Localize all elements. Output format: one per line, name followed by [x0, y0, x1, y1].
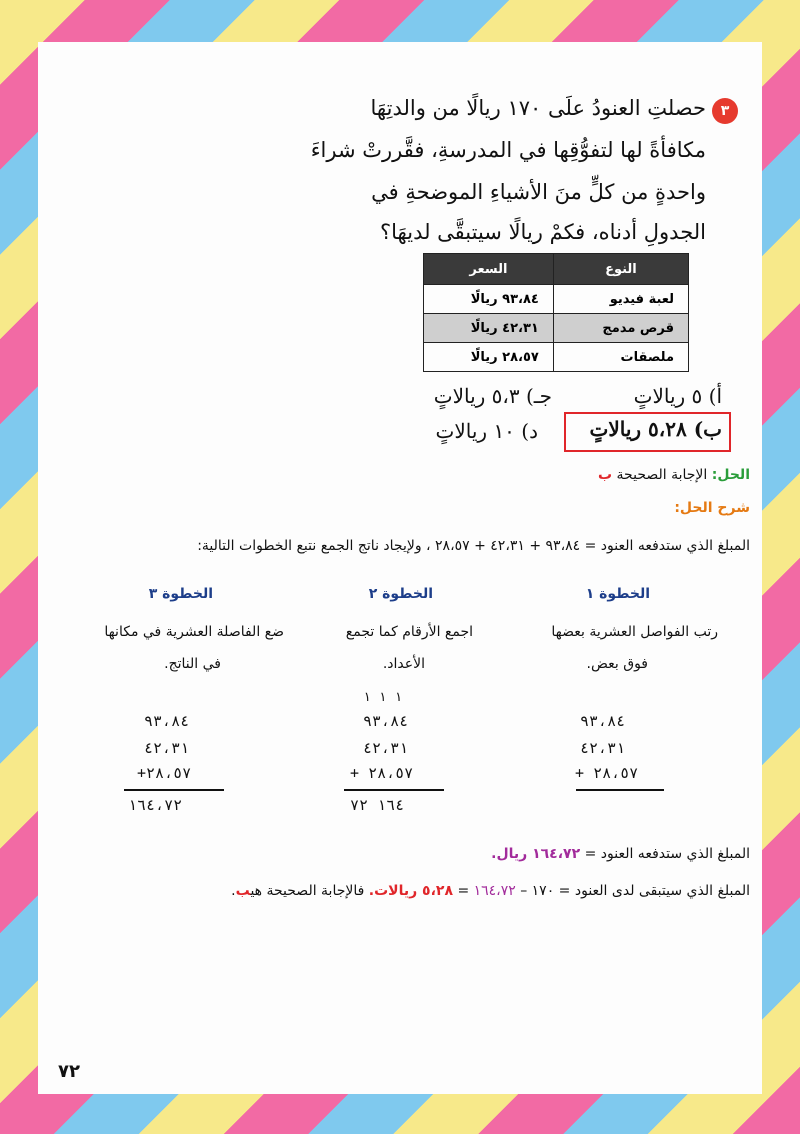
step-2-title: الخطوة ٢ — [368, 586, 433, 602]
solution-explain-label: شرح الحل: — [674, 500, 750, 516]
step-2-result: ١٦٤ ٧٢ — [350, 796, 405, 814]
step-3-sum-line — [124, 789, 224, 791]
step-1-number-1: ٩٣،٨٤ — [580, 712, 626, 730]
option-d[interactable]: د) ١٠ ريالاتٍ — [435, 419, 538, 443]
table-cell-item: قرص مدمج — [553, 314, 688, 343]
remaining-answer-letter: ب — [235, 883, 251, 899]
table-cell-price: ٢٨،٥٧ ريالًا — [424, 343, 554, 372]
step-2-carry-digits: ١ ١ ١ — [363, 690, 403, 705]
table-header-type: النوع — [553, 254, 688, 285]
step-2-line-2: الأعداد. — [382, 656, 425, 672]
remaining-value: ٥،٢٨ ريالات. — [368, 883, 453, 899]
step-2-number-1: ٩٣،٨٤ — [363, 712, 409, 730]
question-number-badge: ٣ — [712, 98, 738, 124]
table-row — [424, 285, 689, 314]
table-cell-item: ملصقات — [553, 343, 688, 372]
step-2-sum-line — [344, 789, 444, 791]
remaining-suffix: فالإجابة الصحيحة هي — [250, 883, 365, 899]
page-number: ٧٢ — [58, 1061, 80, 1082]
question-line-3: واحدةٍ من كلٍّ منَ الأشياءِ الموضحةِ في — [371, 180, 706, 204]
solution-answer-line — [598, 467, 750, 483]
option-b[interactable]: ب) ٥،٢٨ ريالاتٍ — [589, 417, 722, 441]
step-3-number-1: ٩٣،٨٤ — [144, 712, 190, 730]
remaining-prefix: المبلغ الذي سيتبقى لدى العنود = ١٧٠ – — [520, 883, 750, 899]
remaining-subtrahend: ١٦٤،٧٢ — [473, 883, 516, 899]
step-3-number-3: +٢٨،٥٧ — [137, 764, 192, 782]
solution-answer-text: الإجابة الصحيحة — [616, 467, 708, 483]
step-1-line-1: رتب الفواصل العشرية بعضها — [551, 624, 718, 640]
total-paid-prefix: المبلغ الذي ستدفعه العنود = — [584, 846, 750, 862]
table-cell-item: لعبة فيديو — [553, 285, 688, 314]
option-c[interactable]: جـ) ٥،٣ ريالاتٍ — [433, 384, 552, 408]
question-line-4: الجدولِ أدناه، فكمْ ريالًا سيتبقَّى لديهَا؟ — [380, 220, 706, 244]
step-2-number-3: + ٢٨،٥٧ — [350, 764, 414, 782]
table-header-price: السعر — [424, 254, 554, 285]
solution-intro: المبلغ الذي ستدفعه العنود = ٩٣،٨٤ + ٤٢،٣١ + ٢٨،٥٧ ، ولإيجاد ناتج الجمع نتبع الخطوات التالية: — [197, 538, 750, 554]
solution-label: الحل: — [711, 467, 750, 483]
step-3-line-1: ضع الفاصلة العشرية في مكانها — [104, 624, 284, 640]
step-3-result: ١٦٤،٧٢ — [128, 796, 183, 814]
step-3-number-2: ٤٢،٣١ — [144, 739, 190, 757]
step-1-number-3: + ٢٨،٥٧ — [575, 764, 639, 782]
table-row — [424, 343, 689, 372]
remaining-line — [231, 883, 750, 899]
step-1-number-2: ٤٢،٣١ — [580, 739, 626, 757]
solution-answer-letter: ب — [598, 467, 613, 483]
step-2-number-2: ٤٢،٣١ — [363, 739, 409, 757]
step-3-title: الخطوة ٣ — [148, 586, 213, 602]
table-header-row — [424, 254, 689, 285]
question-line-2: مكافأةً لها لتفوُّقِها في المدرسةِ، فقَّررتْ شراءَ — [310, 138, 706, 162]
total-paid-line — [491, 846, 750, 862]
remaining-equals: = — [457, 883, 470, 899]
total-paid-value: ١٦٤،٧٢ ريال. — [491, 846, 581, 862]
step-2-line-1: اجمع الأرقام كما تجمع — [345, 624, 473, 640]
remaining-dot: . — [231, 883, 236, 899]
step-1-line-2: فوق بعض. — [586, 656, 648, 672]
table-row — [424, 314, 689, 343]
option-a[interactable]: أ) ٥ ريالاتٍ — [633, 384, 722, 408]
step-3-line-2: في الناتج. — [164, 656, 221, 672]
price-table — [423, 253, 689, 372]
table-cell-price: ٩٣،٨٤ ريالًا — [424, 285, 554, 314]
step-1-title: الخطوة ١ — [585, 586, 650, 602]
table-cell-price: ٤٢،٣١ ريالًا — [424, 314, 554, 343]
question-line-1: حصلتِ العنودُ علَى ١٧٠ ريالًا من والدتِهَا — [370, 96, 706, 120]
step-1-sum-line — [576, 789, 664, 791]
